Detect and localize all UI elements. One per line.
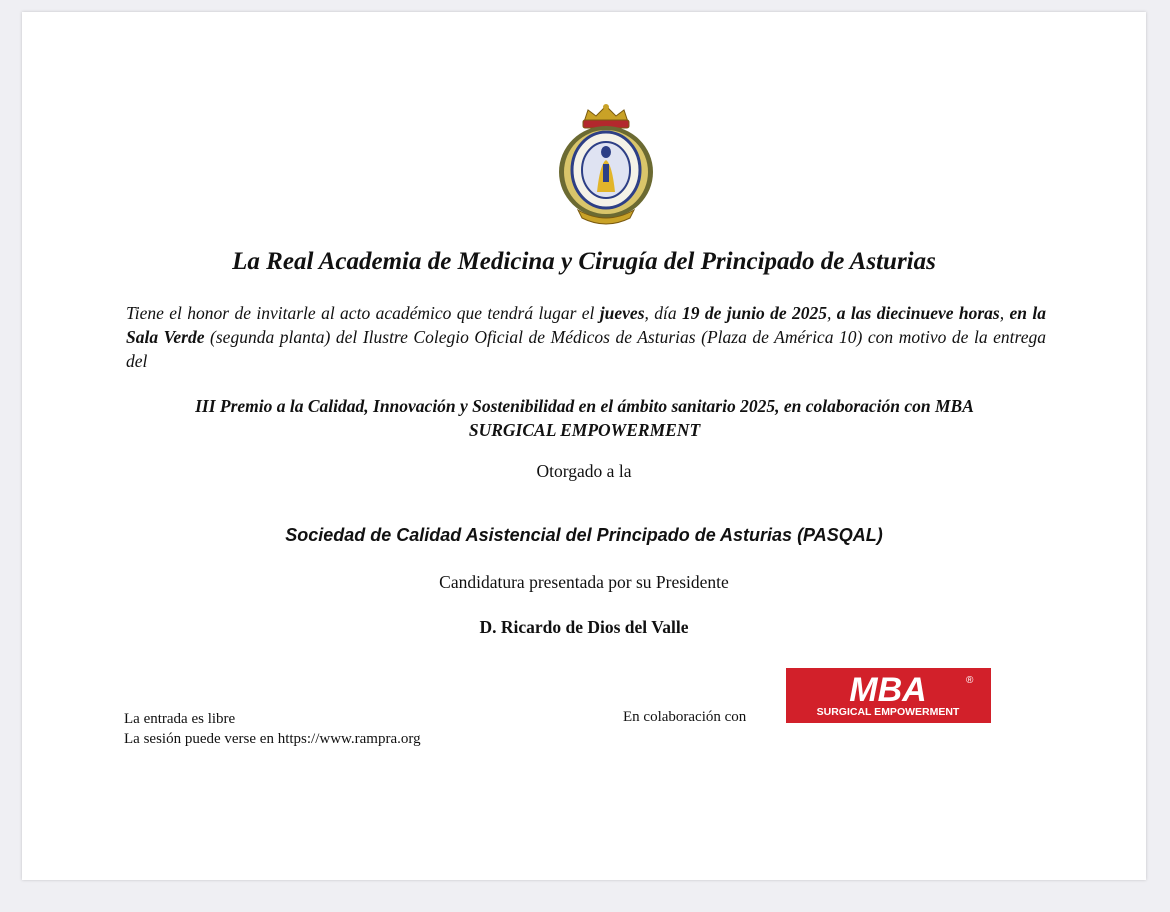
awarded-label: Otorgado a la <box>536 461 632 481</box>
awarded-society: Sociedad de Calidad Asistencial del Principado de Asturias (PASQAL) <box>285 525 883 545</box>
stream-note: La sesión puede verse en https://www.rampra.org <box>124 731 421 747</box>
invitation-text: Tiene el honor de invitarle al acto académico que tendrá lugar el jueves, día 19 de junio de 2025, a las diecinueve horas, en la Sala Verde (segunda planta) del Ilustre Colegio Oficial de Médicos de Asturias (Plaza de América 10) con motivo de la entrega del <box>126 303 1046 371</box>
event-date: 19 de junio de 2025 <box>682 303 828 323</box>
invitation-page <box>22 12 1146 880</box>
collaboration-label: En colaboración con <box>623 709 747 725</box>
entry-note: La entrada es libre <box>124 711 236 727</box>
candidacy-label: Candidatura presentada por su Presidente <box>439 572 729 592</box>
mba-logo-icon <box>786 668 991 723</box>
svg-text:MBA: MBA <box>849 671 927 709</box>
president-name: D. Ricardo de Dios del Valle <box>479 617 689 637</box>
svg-text:SURGICAL EMPOWERMENT: SURGICAL EMPOWERMENT <box>816 706 960 718</box>
svg-text:®: ® <box>966 675 974 686</box>
page-title: La Real Academia de Medicina y Cirugía del Principado de Asturias <box>232 248 936 275</box>
prize-title: III Premio a la Calidad, Innovación y Sostenibilidad en el ámbito sanitario 2025, en colaboración con MBA SURGICAL EMPOWERMENT <box>195 396 974 440</box>
footer-info <box>124 709 421 749</box>
royal-academy-crest-icon <box>556 102 656 228</box>
event-time: a las diecinueve horas <box>836 303 1000 323</box>
event-day: jueves <box>599 303 645 323</box>
event-room: en la Sala Verde <box>126 303 1046 347</box>
